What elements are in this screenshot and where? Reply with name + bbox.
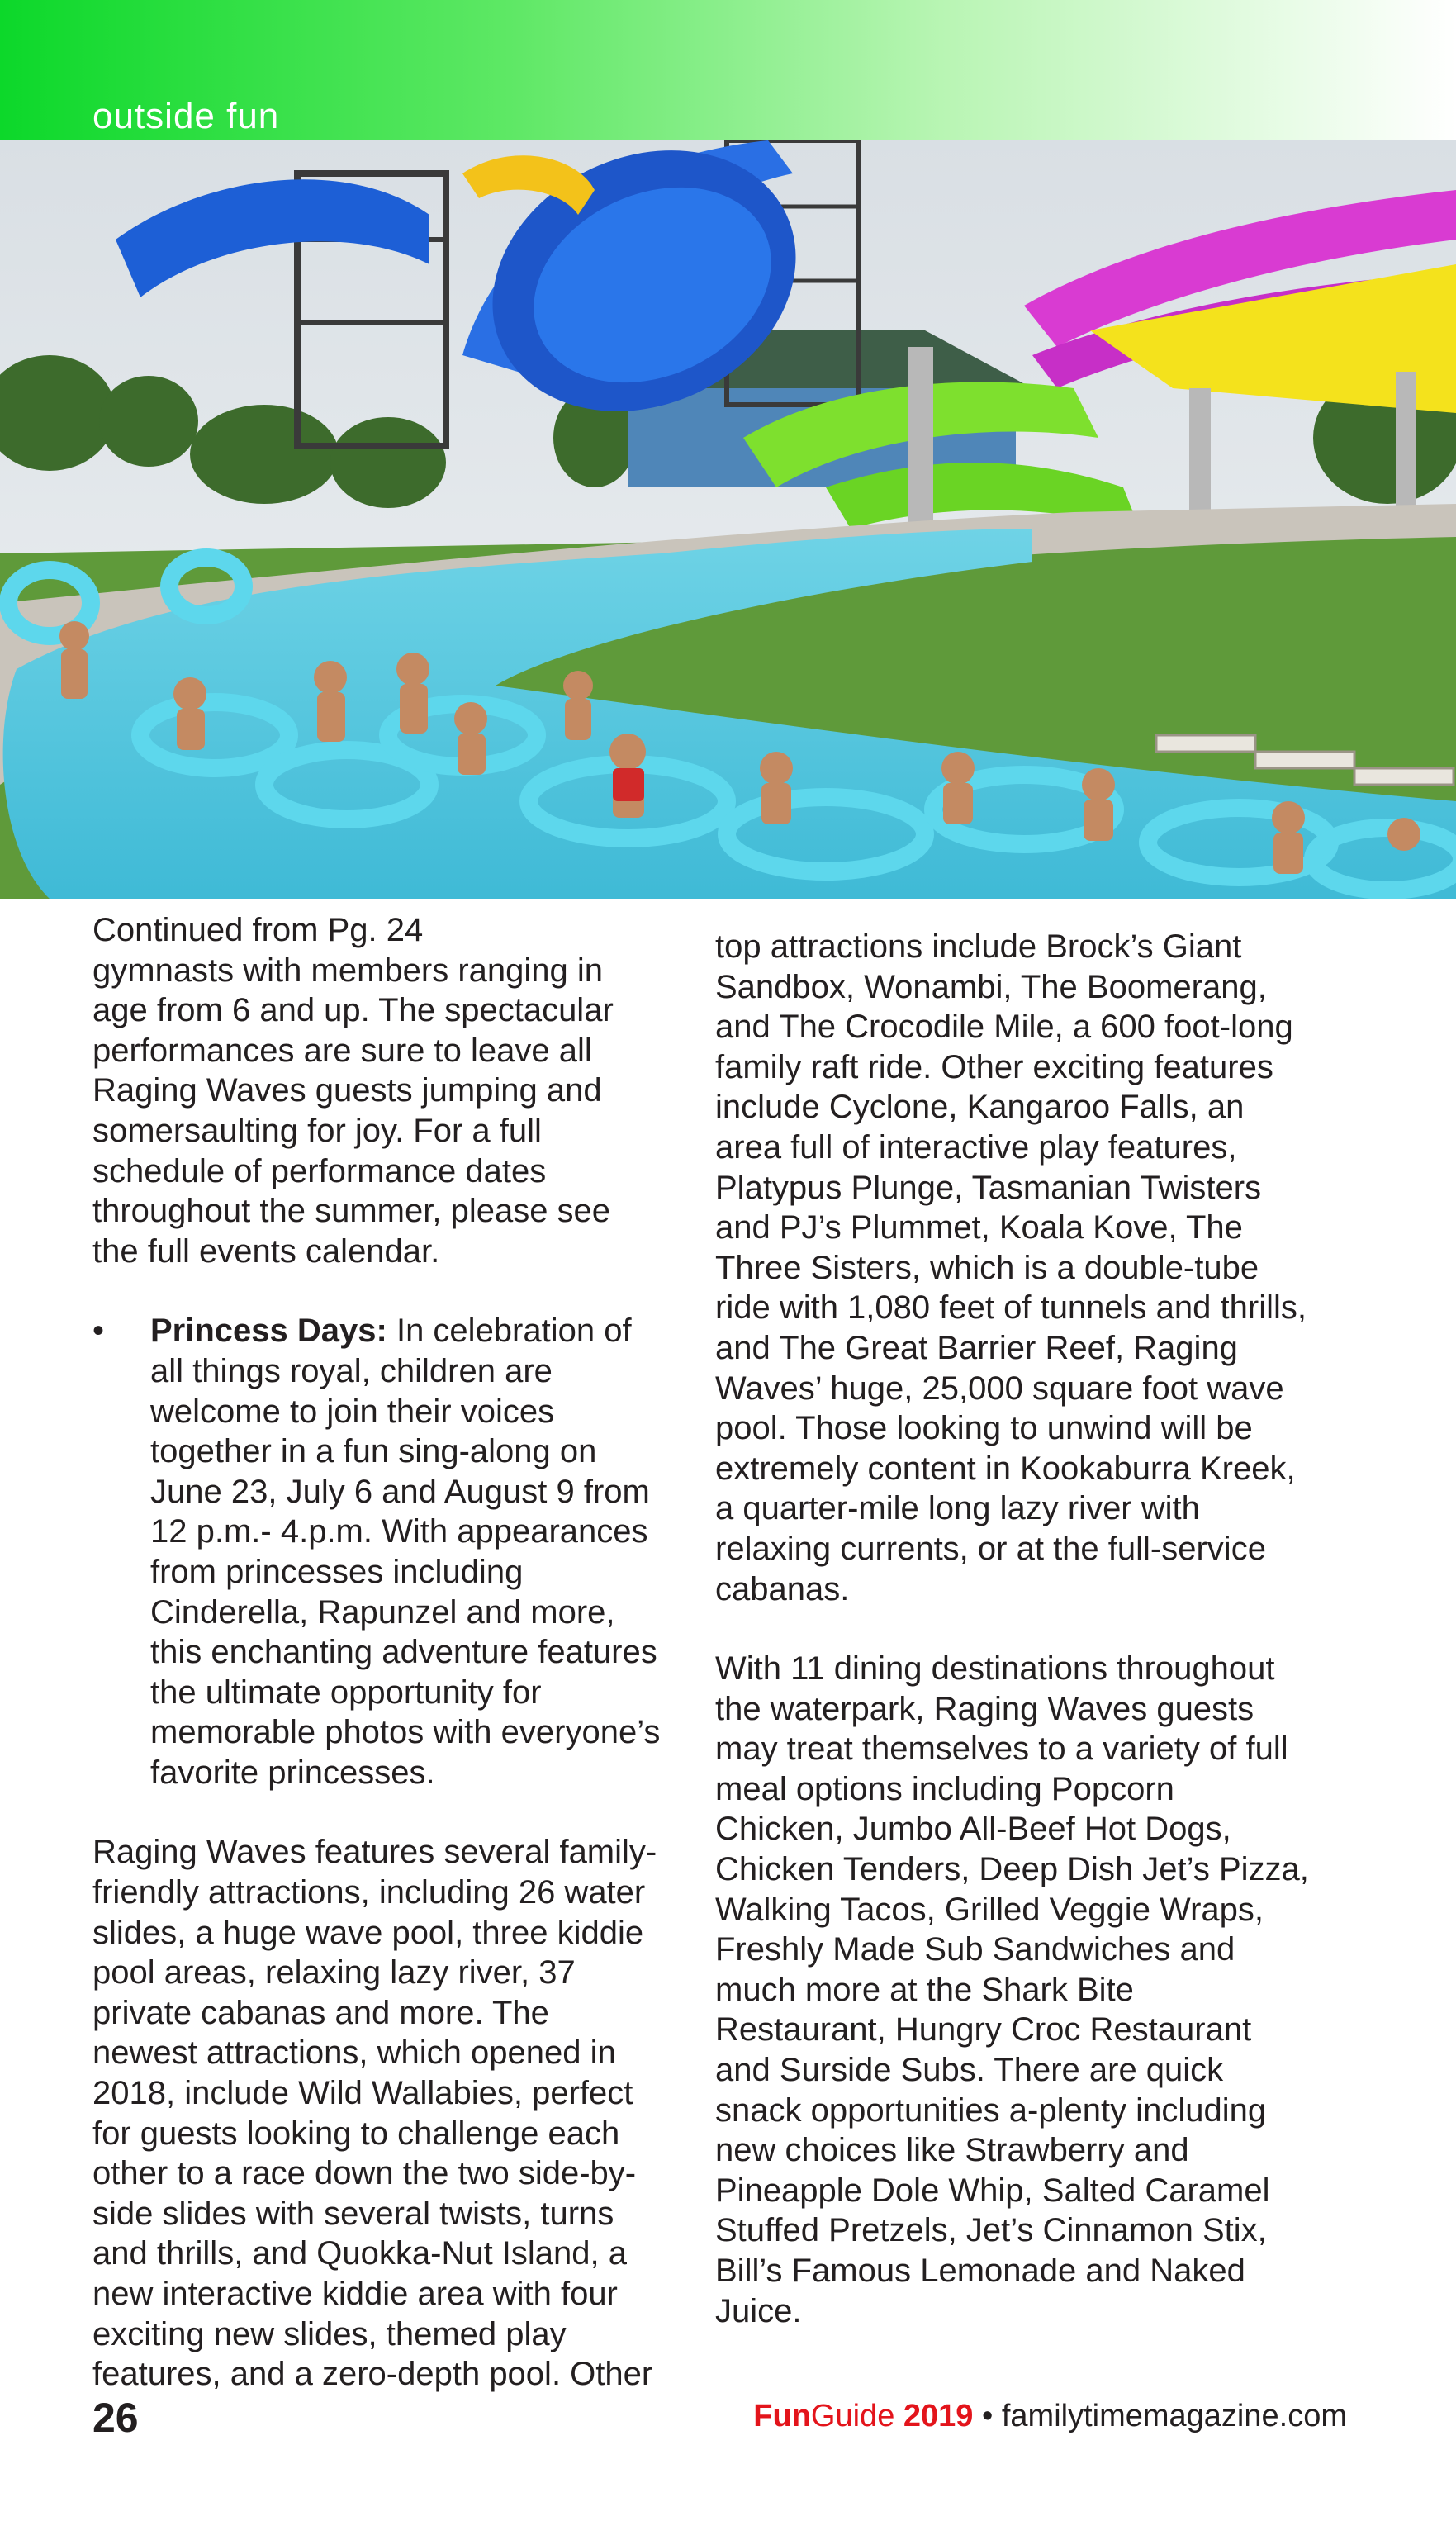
bullet-item: [92, 1311, 662, 1792]
brand-year: 2019: [903, 2399, 974, 2433]
footer-credit: [753, 2399, 1347, 2434]
paragraph: Raging Waves features several family-friendly attractions, including 26 water slides, a huge wave pool, three kiddie pool areas, relaxing lazy river, 37 private cabanas and more. The newest attractions, which opened in 2018, include Wild Wallabies, perfect for guests looking to challenge each other to a race down the two side-by-side slides with several twists, turns and thrills, and Quokka-Nut Island, a new interactive kiddie area with four exciting new slides, themed play features, and a zero-depth pool. Other: [92, 1834, 657, 2393]
right-column: [715, 927, 1310, 2331]
waterpark-photo: [0, 140, 1456, 899]
separator: •: [973, 2399, 1002, 2433]
section-label: outside fun: [92, 96, 280, 136]
bullet-title: Princess Days:: [150, 1313, 387, 1350]
paragraph: With 11 dining destinations throughout the waterpark, Raging Waves guests may treat themselves to a variety of full meal options including Popcorn Chicken, Jumbo All-Beef Hot Dogs, Chicken Tenders, Deep Dish Jet’s Pizza, Walking Tacos, Grilled Veggie Wraps, Freshly Made Sub Sandwiches and much more at the Shark Bite Restaurant, Hungry Croc Restaurant and Surside Subs. There are quick snack opportunities a-plenty including new choices like Strawberry and Pineapple Dole Whip, Salted Caramel Stuffed Pretzels, Jet’s Cinnamon Stix, Bill’s Famous Lemonade and Naked Juice.: [715, 1650, 1309, 2329]
bullet-text: In celebration of all things royal, children are welcome to join their voices together in a fun sing-along on June 23, July 6 and August 9 from 12 p.m.- 4.p.m. With appearances from princesses including Cinderella, Rapunzel and more, this enchanting adventure features the ultimate opportunity for memorable photos with everyone’s favorite princesses.: [150, 1313, 661, 1791]
brand-guide: Guide: [810, 2399, 895, 2433]
left-column: [92, 910, 662, 2395]
brand-fun: Fun: [753, 2399, 811, 2433]
site-link[interactable]: familytimemagazine.com: [1001, 2399, 1347, 2433]
paragraph: top attractions include Brock’s Giant Sandbox, Wonambi, The Boomerang, and The Crocodile Mile, a 600 foot-long family raft ride. Other exciting features include Cyclone, Kangaroo Falls, an area full of interactive play features, Platypus Plunge, Tasmanian Twisters and PJ’s Plummet, Koala Kove, The Three Sisters, which is a double-tube ride with 1,080 feet of tunnels and thrills, and The Great Barrier Reef, Raging Waves’ huge, 25,000 square foot wave pool. Those looking to unwind will be extremely content in Kookaburra Kreek, a quarter-mile long lazy river with relaxing currents, or at the full-service cabanas.: [715, 928, 1307, 1607]
bullet-icon: •: [92, 1313, 105, 1350]
page-number: 26: [92, 2395, 139, 2441]
continued-note: Continued from Pg. 24: [92, 912, 424, 948]
paragraph: gymnasts with members ranging in age from 6 and up. The spectacular performances are sure to leave all Raging Waves guests jumping and somersaulting for joy. For a full schedule of performance dates throughout the summer, please see the full events calendar.: [92, 952, 614, 1270]
